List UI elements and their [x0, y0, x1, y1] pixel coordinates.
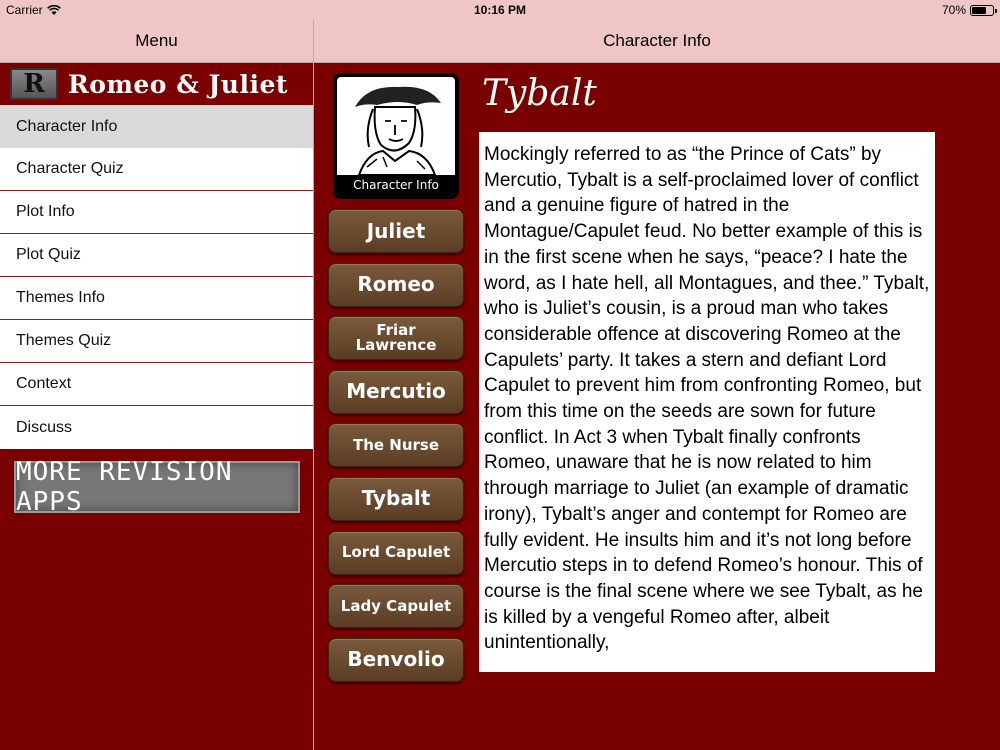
- menu-navbar: [0, 20, 313, 63]
- character-button-list: [328, 209, 464, 691]
- more-apps-label: MORE REVISION APPS: [16, 457, 233, 517]
- brand-title: Romeo & Juliet: [68, 69, 288, 99]
- menu-item-plot-info[interactable]: [0, 191, 313, 234]
- character-button-label: Mercutio: [346, 379, 446, 404]
- character-button-label: Lord Capulet: [341, 543, 451, 562]
- battery-icon: [970, 5, 994, 16]
- menu-item-label: Discuss: [16, 418, 73, 436]
- character-button-label: The Nurse: [352, 435, 440, 454]
- character-button-lady-capulet[interactable]: [328, 584, 464, 628]
- character-button-label: Romeo: [357, 272, 435, 297]
- character-description-text: Mockingly referred to as “the Prince of Cats” by Mercutio, Tybalt is a self-proclaimed lover of conflict and a genuine figure of hatred in the Montague/Capulet feud. No better example of this is in the first scene when he says, “peace? I hate the word, as I hate hell, all Montagues, and thee.” Tybalt, who is Juliet’s cousin, is a proud man who takes considerable offence at discovering Romeo at the Capulets’ party. It takes a stern and defiant Lord Capulet to prevent him from confronting Romeo, but from this time on the seeds are sown for future conflict. In Act 3 when Tybalt finally confronts Romeo, unaware that he is now related to him through marriage to Juliet (an example of dramatic irony), Tybalt’s anger and contempt for Romeo are fully evident. He insults him and it’s not long before Mercutio steps in to defend Romeo’s honour. This of course is the final scene where we see Tybalt, as he is killed by a vengeful Romeo after, albeit unintentionally,: [484, 144, 930, 654]
- menu-list: [0, 105, 313, 449]
- menu-item-plot-quiz[interactable]: [0, 234, 313, 277]
- character-button-romeo[interactable]: [328, 263, 464, 307]
- carrier-label: Carrier: [6, 3, 43, 17]
- character-button-label: Tybalt: [361, 486, 431, 511]
- brand-header: [0, 63, 313, 105]
- menu-item-themes-info[interactable]: [0, 277, 313, 320]
- character-name-heading: Tybalt: [482, 73, 597, 114]
- menu-title: Menu: [135, 31, 178, 50]
- menu-item-discuss[interactable]: [0, 406, 313, 449]
- portrait-sketch-icon: [337, 77, 455, 175]
- menu-pane: [0, 20, 313, 750]
- character-portrait: [333, 73, 459, 199]
- brand-logo-letter: R: [23, 69, 45, 99]
- detail-pane: [314, 20, 1000, 750]
- menu-item-label: Plot Quiz: [16, 246, 81, 263]
- brand-logo: [10, 68, 58, 100]
- menu-item-label: Themes Quiz: [16, 332, 112, 349]
- character-button-friar-lawrence[interactable]: [328, 316, 464, 360]
- character-button-label: Lady Capulet: [340, 596, 452, 615]
- character-button-tybalt[interactable]: [328, 477, 464, 521]
- character-button-lord-capulet[interactable]: [328, 531, 464, 575]
- detail-navbar: [314, 20, 1000, 63]
- battery-indicator: [942, 3, 994, 17]
- menu-item-label: Character Info: [16, 117, 118, 135]
- menu-item-context[interactable]: [0, 363, 313, 406]
- battery-percent: 70%: [941, 3, 966, 17]
- character-button-label: Friar Lawrence: [355, 321, 437, 355]
- menu-item-themes-quiz[interactable]: [0, 320, 313, 363]
- more-revision-apps-button[interactable]: [14, 457, 300, 517]
- character-button-juliet[interactable]: [328, 209, 464, 253]
- menu-item-character-quiz[interactable]: [0, 148, 313, 191]
- clock: 10:16 PM: [473, 3, 527, 17]
- menu-item-label: Character Quiz: [16, 160, 124, 177]
- character-button-the-nurse[interactable]: [328, 423, 464, 467]
- character-description[interactable]: [479, 132, 935, 672]
- menu-item-label: Context: [16, 375, 72, 392]
- menu-item-label: Themes Info: [16, 289, 105, 306]
- menu-item-character-info[interactable]: [0, 105, 313, 148]
- menu-item-label: Plot Info: [16, 203, 75, 220]
- character-button-label: Juliet: [366, 218, 426, 243]
- detail-title: Character Info: [603, 31, 711, 50]
- portrait-caption: Character Info: [337, 175, 455, 195]
- character-button-label: Benvolio: [347, 647, 445, 672]
- status-bar: [0, 0, 1000, 20]
- character-button-mercutio[interactable]: [328, 370, 464, 414]
- character-button-benvolio[interactable]: [328, 638, 464, 682]
